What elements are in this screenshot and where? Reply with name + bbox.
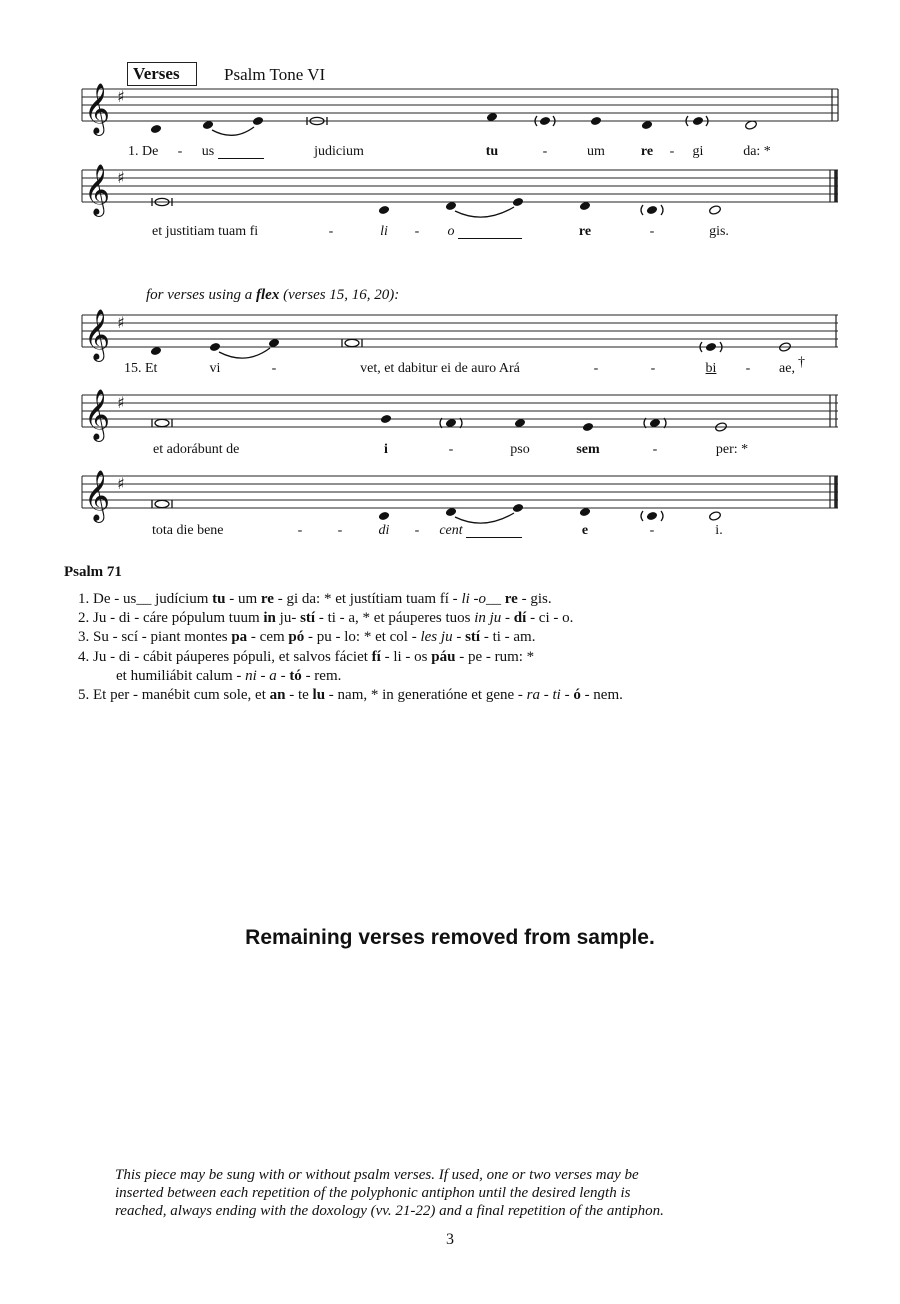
lyric: - (297, 523, 303, 538)
lyric: - (649, 224, 655, 239)
psalm-verse-5: 5. Et per - manébit cum sole, et an - te lu - nam, * in generatióne et gene - ra - ti - ó - nem. (78, 687, 623, 704)
lyric: cent (439, 523, 463, 538)
lyric: re (578, 224, 592, 239)
lyric: - (593, 361, 599, 376)
lyric: - (542, 144, 548, 159)
performance-note-line: reached, always ending with the doxology (vv. 21-22) and a final repetition of the antiphon. (115, 1203, 664, 1219)
svg-text:𝄞: 𝄞 (84, 309, 111, 360)
lyric: - (669, 144, 675, 159)
svg-text:♯: ♯ (117, 313, 125, 332)
lyric: gis. (709, 224, 729, 239)
svg-text:♯: ♯ (117, 87, 125, 106)
lyric: - (448, 442, 454, 457)
svg-text:𝄞: 𝄞 (84, 389, 111, 440)
verses-label: Verses (133, 64, 180, 83)
sample-notice: Remaining verses removed from sample. (245, 926, 655, 949)
lyric: - (328, 224, 334, 239)
psalm-verses (78, 590, 623, 705)
svg-text:𝄞: 𝄞 (84, 470, 111, 521)
psalm-verse-3: 3. Su - scí - piant montes pa - cem pó - pu - lo: * et col - les ju - stí - ti - am. (78, 629, 536, 646)
svg-text:𝄞: 𝄞 (84, 83, 111, 134)
lyric: vet, et dabitur ei de auro Ará (360, 361, 520, 376)
lyric: i. (715, 523, 723, 538)
lyric: um (587, 144, 605, 159)
lyric: et justitiam tuam fi (152, 224, 259, 239)
lyric: - (414, 224, 420, 239)
lyric: da: * (743, 144, 771, 159)
lyric: re (640, 144, 654, 159)
lyric: tu (485, 144, 499, 159)
lyric: - (745, 361, 751, 376)
svg-text:♯: ♯ (117, 393, 125, 412)
lyric: - (414, 523, 420, 538)
flex-caption-word: flex (256, 287, 280, 303)
lyric: - (271, 361, 277, 376)
psalm-verse-4: 4. Ju - di - cábit páuperes pópuli, et salvos fáciet fí - li - os páu - pe - rum: * (78, 648, 535, 665)
melisma-line (466, 537, 522, 538)
flex-caption-prefix: for verses using a (146, 287, 256, 303)
lyric: tota die bene (152, 523, 224, 538)
lyric: sem (576, 442, 600, 457)
lyric: - (337, 523, 343, 538)
lyric: et adorábunt de (153, 442, 240, 457)
performance-note-line: This piece may be sung with or without psalm verses. If used, one or two verses may be (115, 1167, 639, 1183)
lyric: gi (692, 144, 704, 159)
lyric: 1. De (128, 144, 159, 159)
page-number: 3 (446, 1231, 454, 1248)
dagger-mark: † (798, 355, 805, 370)
lyric: i (384, 442, 388, 457)
staff-5 (0, 0, 900, 550)
lyric: per: * (715, 442, 749, 457)
lyric: ae, (779, 361, 795, 376)
lyric: - (652, 442, 658, 457)
lyric: - (649, 523, 655, 538)
svg-text:𝄞: 𝄞 (84, 164, 111, 215)
lyric: e (581, 523, 589, 538)
lyric: bi (705, 361, 717, 376)
psalm-verse-1: 1. De - us__ judícium tu - um re - gi da: * et justítiam tuam fí - li -o__ re - gis. (78, 591, 552, 607)
lyric: li (380, 224, 388, 239)
lyric: 15. Et (124, 361, 158, 376)
psalm-title: Psalm 71 (64, 564, 122, 580)
flex-caption-suffix: (verses 15, 16, 20): (279, 287, 400, 303)
psalm-verse-4-continued: et humiliábit calum - ni - a - tó - rem. (116, 667, 342, 684)
svg-text:♯: ♯ (117, 168, 125, 187)
lyric: o (447, 224, 455, 239)
lyric: - (177, 144, 183, 159)
lyric: us (201, 144, 215, 159)
performance-note-line: inserted between each repetition of the polyphonic antiphon until the desired length is (115, 1185, 631, 1201)
psalm-tone-label: Psalm Tone VI (224, 65, 326, 84)
lyric: vi (209, 361, 221, 376)
psalm-verse-2: 2. Ju - di - cáre pópulum tuum in ju- stí - ti - a, * et páuperes tuos in ju - dí - ci - o. (78, 610, 574, 627)
performance-note (115, 1166, 815, 1220)
lyric: pso (510, 442, 530, 457)
lyric: judicium (314, 144, 364, 159)
lyric: - (650, 361, 656, 376)
svg-text:♯: ♯ (117, 474, 125, 493)
lyric: di (378, 523, 390, 538)
